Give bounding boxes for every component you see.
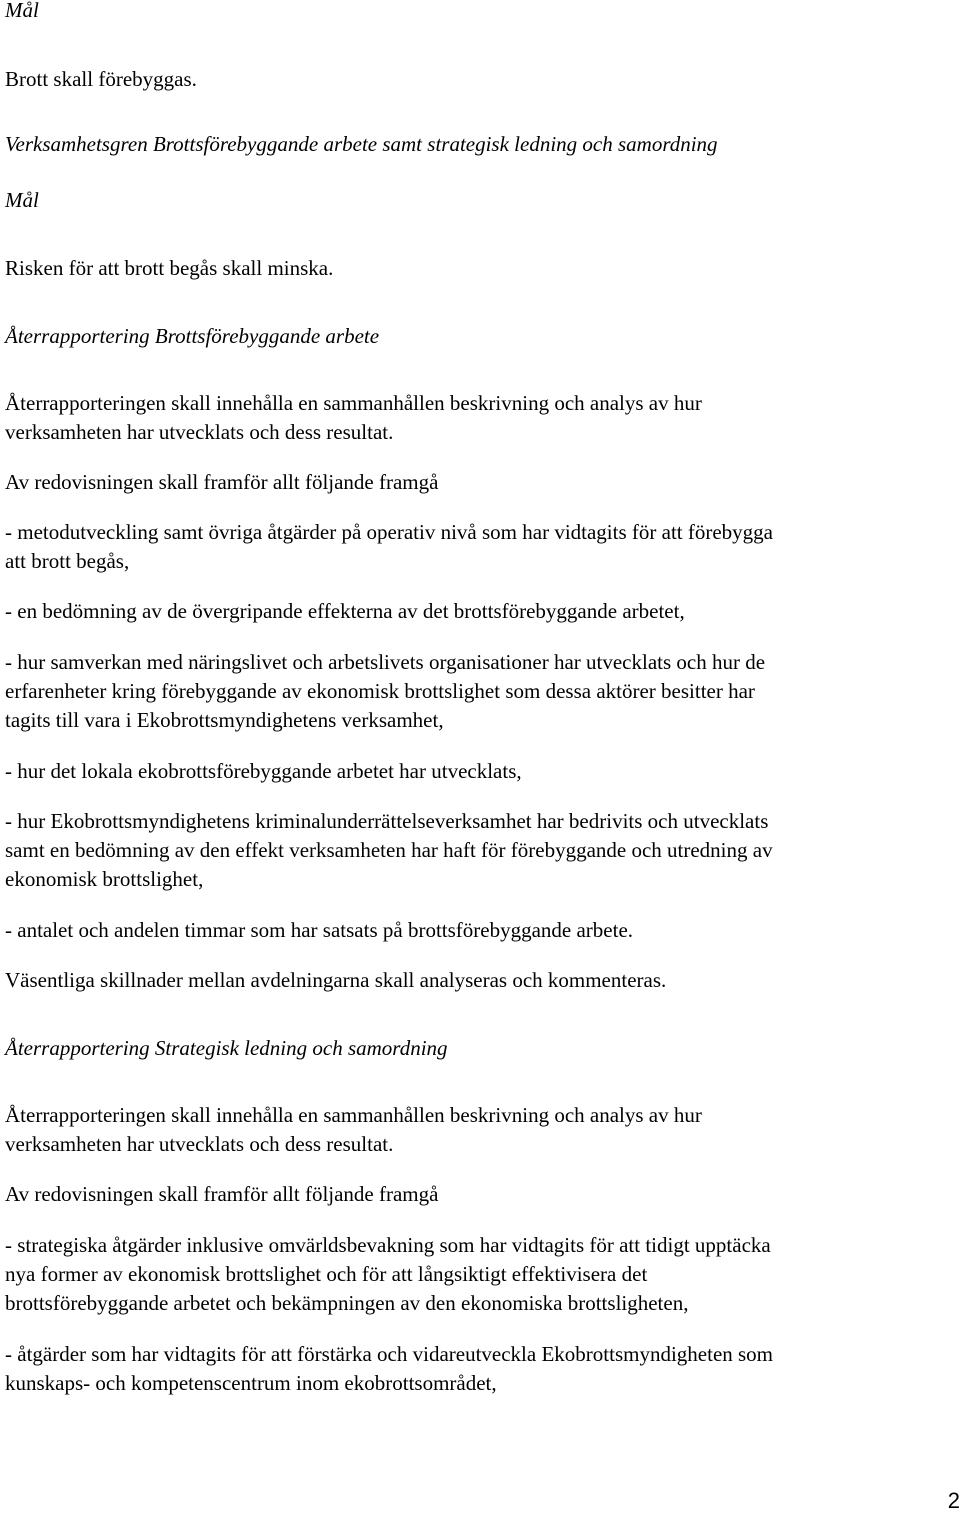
- list-item-line: - strategiska åtgärder inklusive omvärldsbevakning som har vidtagits för att tidigt upptäcka: [5, 1233, 771, 1257]
- report-heading-strategic: Återrapportering Strategisk ledning och samordning: [5, 1036, 448, 1060]
- goal-text: Brott skall förebyggas.: [5, 67, 197, 91]
- list-item-line: - åtgärder som har vidtagits för att förstärka och vidareutveckla Ekobrottsmyndigheten som: [5, 1342, 774, 1366]
- list-item-line: att brott begås,: [5, 549, 130, 573]
- report2-intro-line: verksamheten har utvecklats och dess resultat.: [5, 1132, 394, 1156]
- report2-lead: Av redovisningen skall framför allt följande framgå: [5, 1182, 439, 1206]
- list-item-line: kunskaps- och kompetenscentrum inom ekobrottsområdet,: [5, 1371, 497, 1395]
- list-item-line: - metodutveckling samt övriga åtgärder på operativ nivå som har vidtagits för att förebygga: [5, 520, 774, 544]
- report-heading-crime-prevention: Återrapportering Brottsförebyggande arbete: [5, 324, 380, 348]
- branch-heading: Verksamhetsgren Brottsförebyggande arbete samt strategisk ledning och samordning: [5, 132, 718, 156]
- report1-intro-line: verksamheten har utvecklats och dess resultat.: [5, 420, 394, 444]
- list-item-line: - en bedömning av de övergripande effekterna av det brottsförebyggande arbetet,: [5, 599, 685, 623]
- page-number: 2: [947, 1488, 960, 1513]
- heading-mal: Mål: [5, 0, 39, 22]
- list-item-line: nya former av ekonomisk brottslighet och för att långsiktigt effektivisera det: [5, 1262, 648, 1286]
- list-item-line: - antalet och andelen timmar som har satsats på brottsförebyggande arbete.: [5, 918, 634, 942]
- list-item-line: samt en bedömning av den effekt verksamheten har haft för förebyggande och utredning av: [5, 838, 773, 862]
- list-item-line: - hur det lokala ekobrottsförebyggande arbetet har utvecklats,: [5, 759, 522, 783]
- list-item-line: ekonomisk brottslighet,: [5, 867, 204, 891]
- report2-intro-line: Återrapporteringen skall innehålla en sammanhållen beskrivning och analys av hur: [5, 1103, 702, 1127]
- heading-mal-secondary: Mål: [5, 188, 39, 212]
- goal-text-secondary: Risken för att brott begås skall minska.: [5, 256, 334, 280]
- report1-closing: Väsentliga skillnader mellan avdelningarna skall analyseras och kommenteras.: [5, 968, 667, 992]
- report1-lead: Av redovisningen skall framför allt följande framgå: [5, 470, 439, 494]
- list-item-line: - hur Ekobrottsmyndighetens kriminalunderrättelseverksamhet har bedrivits och utvecklats: [5, 809, 769, 833]
- report1-intro-line: Återrapporteringen skall innehålla en sammanhållen beskrivning och analys av hur: [5, 391, 702, 415]
- list-item-line: - hur samverkan med näringslivet och arbetslivets organisationer har utvecklats och hur de: [5, 650, 766, 674]
- list-item-line: tagits till vara i Ekobrottsmyndighetens verksamhet,: [5, 708, 444, 732]
- list-item-line: brottsförebyggande arbetet och bekämpningen av den ekonomiska brottsligheten,: [5, 1291, 689, 1315]
- list-item-line: erfarenheter kring förebyggande av ekonomisk brottslighet som dessa aktörer besitter har: [5, 679, 755, 703]
